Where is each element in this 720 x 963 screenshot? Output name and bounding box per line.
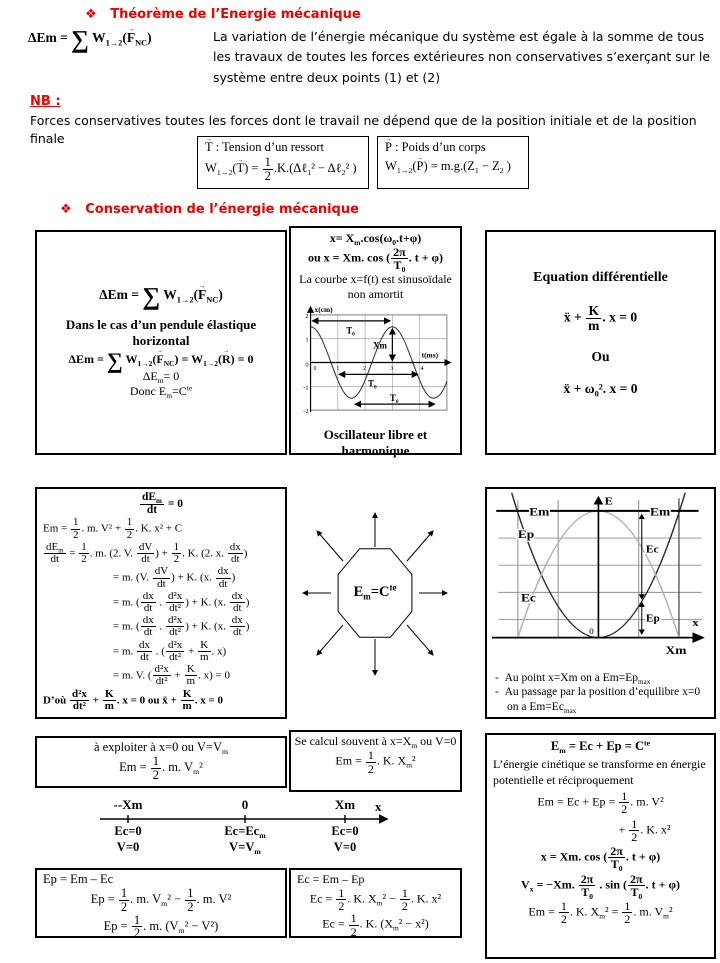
period-label-top: T₀ xyxy=(345,325,355,336)
origin-label: 0 xyxy=(589,626,594,636)
x-axis-label: t(ms) xyxy=(421,350,438,360)
energy-note-1: - Au point x=Xm on a $Em=Ep_{max}$ xyxy=(495,672,651,686)
axis-point-state-left: Ec=0 V=0 xyxy=(114,824,142,854)
em-label-right: Em xyxy=(650,505,671,519)
theorem-formula: ΔEm = ∑ $W_{1\to 2}(\to F_{NC})$ xyxy=(28,30,218,46)
ytick: -1 xyxy=(302,384,309,392)
oscillation-eq1: $x= X_m.\cos(\omega_0.t+\varphi)$ xyxy=(329,231,422,247)
e-axis-label: E xyxy=(604,495,613,508)
em-label-left: Em xyxy=(529,505,550,519)
position-axis xyxy=(95,795,395,825)
pendulum-caption: Dans le cas d’un pendule élastique horizontal xyxy=(65,317,257,349)
ep-line-1: Ep = $\frac{1}{2}$ . m. $V_m^2$ − $\frac{1}{2}$ . m. V² xyxy=(90,886,232,914)
ec-formula-cell xyxy=(289,868,462,938)
em-velocity-cell xyxy=(35,736,287,788)
ep-title: Ep = Em – Ec xyxy=(43,872,114,886)
derivation-line: Em = $\frac{1}{2}$ . m. V² + $\frac{1}{2}$ . K. x² + C xyxy=(43,516,183,541)
derivation-line: = m. $\frac{dx}{dt}$ . ( $\frac{\text{d²x}}{\text{dt²}}$ + $\frac{K}{m}$ . x) xyxy=(113,638,227,663)
transform-line: x = Xm. cos ( $\frac{2\pi}{T_0}$ . t + φ) xyxy=(540,844,661,874)
ytick: 0 xyxy=(304,361,309,369)
zero-label: 0 xyxy=(241,797,249,812)
xtick: 1 xyxy=(335,366,339,373)
amplitude-label: Xm xyxy=(372,340,387,351)
ytick: 2 xyxy=(304,313,309,321)
conservation-heading-text: Conservation de l’énergie mécanique xyxy=(85,202,359,217)
diffeq-title: Equation différentielle xyxy=(533,270,668,285)
diamond-bullet-icon: ❖ xyxy=(85,7,97,22)
xtick: 0 xyxy=(313,366,317,373)
diffeq-eq1: ẍ + $\frac{K}{m}$ . x = 0 xyxy=(563,303,638,333)
xtick: 2 xyxy=(362,366,366,373)
transform-line: Em = Ec + Ep = $\frac{1}{2}$ . m. V² xyxy=(537,789,664,817)
diffeq-or: Ou xyxy=(591,348,610,364)
derivation-line: = m. ( $\frac{dx}{dt}$ . $\frac{\text{d²x}}{\text{dt²}}$ ) + K. (x. $\frac{dx}{dt}$ ) xyxy=(113,589,250,614)
derivation-line: $\frac{dE_m}{dt}$ = $\frac{1}{2}$ . m. (2. V. $\frac{dV}{dt}$ ) + $\frac{1}{2}$ . K. (2. x. $\frac{dx}{dt}$ ) xyxy=(46,540,248,566)
transform-line: Em = $\frac{1}{2}$ . K. $X_m^2$ = $\frac{1}{2}$ . m. $V_m^2$ xyxy=(528,899,673,927)
em-position-formula: Em = $\frac{1}{2}$ . K. $X_m^2$ xyxy=(335,748,416,776)
xtick: 4 xyxy=(420,366,424,373)
period-label-mid: T₀ xyxy=(367,378,377,389)
ytick: -2 xyxy=(302,408,309,416)
weight-formula: $W_{1\to 2}(\to P) = m.g.(Z_1 - Z_2$ ) xyxy=(385,159,521,174)
octagon-label: $E_m=C^{te}$ xyxy=(353,582,397,602)
energy-graph-cell xyxy=(485,487,716,719)
xm-label: Xm xyxy=(665,643,687,657)
derivation-header: $\frac{dE_m}{dt}$ = 0 xyxy=(141,491,184,516)
x-axis-label: x xyxy=(692,616,699,629)
ec-label-left: Ec xyxy=(520,591,536,605)
weight-title: → P : Poids d’un corps xyxy=(385,140,521,155)
pendulum-formula-2: ΔEm = ∑ $W_{1\to 2}(\to F_{NC}) = W_{1\to 2}(\to R) = 0$ xyxy=(37,352,285,367)
oscillation-eq2: ou x = Xm. cos ( $\frac{2\pi}{T_0}$ . t + φ) xyxy=(307,245,444,275)
transform-header: $E_m = Ec + Ep = C^{te}$ xyxy=(550,738,651,756)
xtick: 3 xyxy=(389,366,393,373)
nb-text: Forces conservatives toutes les forces dont le travail ne dépend que de la position initiale et de la position finale xyxy=(30,113,697,146)
axis-point-state-center: $Ec=Ec_m$ $V=V_m$ xyxy=(224,824,266,856)
derivation-cell xyxy=(35,487,287,719)
grid-lines xyxy=(498,500,701,638)
oscillation-note: La courbe x=f(t) est sinusoïdale non amortit xyxy=(299,272,452,301)
period-label-bottom: T₀ xyxy=(389,393,399,404)
axis-point-state-right: Ec=0 V=0 xyxy=(331,824,359,854)
ep-label-left: Ep xyxy=(517,527,535,541)
oscillation-cell xyxy=(289,226,462,458)
diamond-bullet-icon: ❖ xyxy=(60,202,72,217)
ec-line-2: Ec = $\frac{1}{2}$ . K. $(X_m^2 - x^2)$ xyxy=(322,911,429,939)
curve-labels xyxy=(518,505,671,624)
transform-line: + $\frac{1}{2}$ . K. x² xyxy=(618,816,671,844)
pendulum-formula-1: ΔEm = ∑ $W_{1\to 2}(\to F_{NC})$ xyxy=(37,287,285,303)
ec-arrow-label: Ec xyxy=(645,544,659,556)
tension-formula: $W_{1\to 2}(\to T)$ = $\frac{1}{2}$ .K.(Δℓ$_1$² − Δℓ$_2$² ) xyxy=(205,156,361,183)
energy-transform-cell xyxy=(485,733,716,959)
energy-graph xyxy=(490,491,712,663)
theorem-description: La variation de l’énergie mécanique du système est égale à la somme de tous les travaux de toutes les forces extérieures non conservatives s’exerçant sur le système entre deux points (1) et (2) xyxy=(213,29,711,85)
pendulum-line-3: $\Delta E_m= 0$ xyxy=(142,368,180,385)
transform-text: L’énergie cinétique se transforme en énergie potentielle et réciproquement xyxy=(493,757,706,787)
tension-work-box xyxy=(197,136,369,189)
em-velocity-formula: Em = $\frac{1}{2}$ . m. $V_m^2$ xyxy=(119,754,203,782)
diffeq-cell xyxy=(485,230,716,455)
diffeq-eq2: ẍ + $\omega_0^2$. x = 0 xyxy=(563,380,638,398)
ep-line-2: Ep = $\frac{1}{2}$ . m. $(V_m^2 - V^2)$ xyxy=(103,912,219,941)
conservation-heading xyxy=(60,202,359,217)
pendulum-line-4: Donc $E_m=C^{te}$ xyxy=(129,383,193,400)
oscillation-caption: Oscillateur libre et harmonique xyxy=(323,427,428,458)
weight-work-box xyxy=(377,136,529,189)
ec-line-1: Ec = $\frac{1}{2}$ . K. $X_m^2$ − $\frac{1}{2}$ . K. x² xyxy=(309,886,442,914)
sinusoid-graph xyxy=(296,303,456,420)
em-position-cell xyxy=(289,730,462,792)
derivation-line: = m. (V. $\frac{dV}{dt}$ ) + K. (x. $\frac{dx}{dt}$ ) xyxy=(113,565,236,590)
em-position-title: Se calcul souvent à $x=X_m$ ou V=0 xyxy=(294,734,457,750)
energy-note-2: - Au passage par la position d’equilibre x=0 on a $Em=Ec_{max}$ xyxy=(495,686,701,715)
ytick: 1 xyxy=(304,336,309,344)
derivation-line: = m. V. ( $\frac{\text{d²x}}{\text{dt²}}$ + $\frac{K}{m}$ . x) = 0 xyxy=(113,663,230,688)
theorem-heading-text: Théorème de l’Energie mécanique xyxy=(110,7,361,22)
em-velocity-title: à exploiter à x=0 ou $V=V_m$ xyxy=(93,740,229,757)
transform-line: $V_x = -Xm$. $\frac{2\pi}{T_0}$ . sin ( $\frac{2\pi}{T_0}$ . t + φ) xyxy=(521,871,680,901)
theorem-heading xyxy=(85,7,361,22)
pos-xm-label: Xm xyxy=(334,797,356,812)
nb-label: NB : xyxy=(30,94,61,109)
tension-title: → T : Tension d’un ressort xyxy=(205,140,361,155)
neg-xm-label: --Xm xyxy=(113,797,143,812)
pendulum-cell xyxy=(35,230,287,455)
ec-title: Ec = Em – Ep xyxy=(297,872,365,886)
derivation-line: = m. ( $\frac{dx}{dt}$ . $\frac{\text{d²x}}{\text{dt²}}$ ) + K. (x. $\frac{dx}{dt}$ ) xyxy=(113,614,250,639)
derivation-conclusion: D’où $\frac{\text{d²x}}{\text{dt²}}$ + $\frac{K}{m}$ . x = 0 ou ẍ + $\frac{K}{m}$ . x = 0 xyxy=(43,687,223,712)
axis-x-label: x xyxy=(375,799,382,814)
ep-formula-cell xyxy=(35,868,287,941)
y-axis-label: x(cm) xyxy=(314,305,333,315)
ep-arrow-label: Ep xyxy=(645,612,660,625)
